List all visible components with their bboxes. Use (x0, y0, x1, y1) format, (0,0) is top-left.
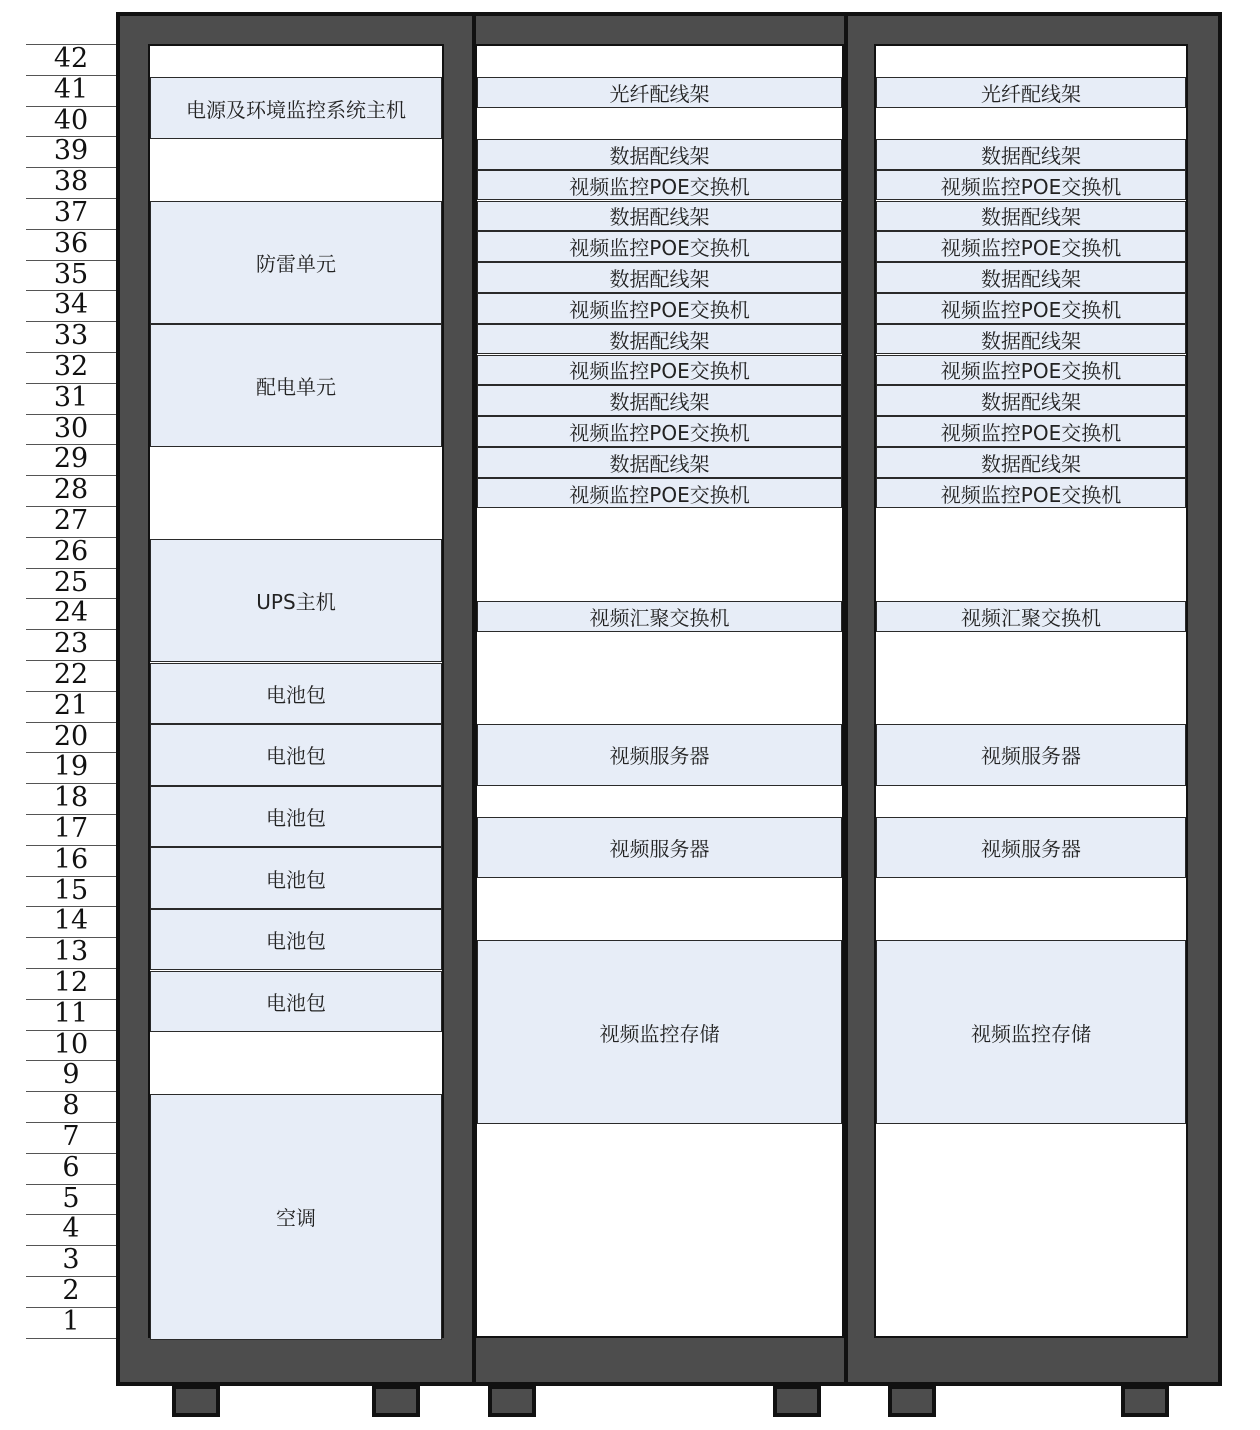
u-label-2: 2 (62, 1275, 80, 1306)
equipment-slot: 视频服务器 (477, 817, 842, 879)
u-ruler-line (26, 75, 116, 76)
u-ruler-line (26, 321, 116, 322)
u-ruler-line (26, 845, 116, 846)
u-ruler-line (26, 106, 116, 107)
u-ruler-line (26, 229, 116, 230)
u-ruler-line (26, 198, 116, 199)
u-ruler-line (26, 937, 116, 938)
u-label-21: 21 (53, 689, 89, 721)
rack-foot (488, 1385, 536, 1417)
u-label-19: 19 (53, 751, 89, 783)
equipment-slot: 数据配线架 (876, 324, 1186, 355)
equipment-slot: 电池包 (150, 724, 442, 786)
equipment-slot: 视频汇聚交换机 (477, 601, 842, 632)
u-label-18: 18 (53, 782, 89, 814)
u-label-32: 32 (53, 351, 89, 382)
u-ruler-line (26, 44, 116, 45)
u-label-35: 35 (53, 258, 89, 290)
u-label-25: 25 (53, 566, 89, 598)
rack-1-interior (148, 44, 444, 1338)
equipment-slot: 视频监控POE交换机 (876, 170, 1186, 201)
equipment-slot: 视频服务器 (876, 724, 1186, 786)
u-label-23: 23 (53, 628, 89, 660)
equipment-slot: 数据配线架 (876, 385, 1186, 416)
equipment-slot: 空调 (150, 1094, 442, 1340)
u-ruler-line (26, 1060, 116, 1061)
equipment-slot: 数据配线架 (477, 385, 842, 416)
u-label-15: 15 (53, 874, 89, 906)
u-ruler-line (26, 1276, 116, 1277)
u-ruler-line (26, 1214, 116, 1215)
u-label-28: 28 (53, 474, 89, 506)
equipment-slot: 电池包 (150, 971, 442, 1033)
equipment-slot: 电池包 (150, 847, 442, 909)
u-ruler-line (26, 814, 116, 815)
u-ruler-line (26, 383, 116, 384)
u-ruler-line (26, 1245, 116, 1246)
equipment-slot: 视频监控存储 (876, 940, 1186, 1125)
u-label-24: 24 (53, 597, 89, 629)
equipment-slot: 视频监控POE交换机 (477, 170, 842, 201)
equipment-slot: 数据配线架 (876, 262, 1186, 293)
equipment-slot: 视频监控POE交换机 (477, 231, 842, 262)
u-label-41: 41 (53, 73, 89, 105)
u-label-22: 22 (53, 659, 89, 690)
u-ruler-line (26, 414, 116, 415)
equipment-slot: 数据配线架 (477, 201, 842, 232)
u-label-17: 17 (53, 813, 89, 844)
u-ruler-line (26, 290, 116, 291)
u-label-36: 36 (53, 227, 89, 259)
rack-2-interior (475, 44, 844, 1338)
u-ruler-line (26, 598, 116, 599)
u-ruler-line (26, 968, 116, 969)
equipment-slot: 视频汇聚交换机 (876, 601, 1186, 632)
u-ruler-line (26, 1091, 116, 1092)
equipment-slot: 电池包 (150, 786, 442, 848)
rack-foot (1121, 1385, 1169, 1417)
equipment-slot: 视频监控POE交换机 (477, 355, 842, 386)
u-label-26: 26 (53, 535, 89, 567)
u-ruler-line (26, 999, 116, 1000)
u-ruler-line (26, 629, 116, 630)
u-label-39: 39 (53, 135, 89, 167)
rack-3-interior (874, 44, 1188, 1338)
u-label-27: 27 (53, 505, 89, 536)
equipment-slot: 数据配线架 (477, 262, 842, 293)
u-ruler-line (26, 906, 116, 907)
u-ruler-line (26, 506, 116, 507)
u-label-13: 13 (53, 936, 89, 968)
equipment-slot: 视频服务器 (477, 724, 842, 786)
rack-foot (372, 1385, 420, 1417)
equipment-slot: 数据配线架 (477, 447, 842, 478)
equipment-slot: 视频监控POE交换机 (477, 416, 842, 447)
equipment-slot: 视频监控POE交换机 (876, 293, 1186, 324)
u-label-42: 42 (53, 43, 89, 74)
u-ruler-line (26, 352, 116, 353)
equipment-slot: 数据配线架 (477, 139, 842, 170)
equipment-slot: 视频服务器 (876, 817, 1186, 879)
u-label-5: 5 (62, 1182, 80, 1214)
u-ruler-line (26, 136, 116, 137)
equipment-slot: 视频监控POE交换机 (876, 231, 1186, 262)
rack-foot (888, 1385, 936, 1417)
equipment-slot: 数据配线架 (876, 201, 1186, 232)
u-label-8: 8 (62, 1090, 80, 1122)
equipment-slot: 视频监控POE交换机 (876, 355, 1186, 386)
u-label-37: 37 (53, 197, 89, 228)
u-label-40: 40 (53, 104, 89, 136)
equipment-slot: 防雷单元 (150, 201, 442, 324)
rack-foot (773, 1385, 821, 1417)
u-label-14: 14 (53, 905, 89, 937)
equipment-slot: 数据配线架 (876, 139, 1186, 170)
u-ruler-line (26, 876, 116, 877)
u-ruler-line (26, 1153, 116, 1154)
u-label-3: 3 (62, 1244, 80, 1276)
equipment-slot: 视频监控POE交换机 (876, 478, 1186, 509)
equipment-slot: 电池包 (150, 909, 442, 971)
u-label-30: 30 (53, 412, 89, 444)
u-label-33: 33 (53, 320, 89, 352)
u-ruler-line (26, 260, 116, 261)
equipment-slot: 光纤配线架 (477, 77, 842, 108)
u-label-34: 34 (53, 289, 89, 321)
u-label-10: 10 (53, 1028, 89, 1060)
u-label-7: 7 (62, 1121, 80, 1152)
u-label-11: 11 (53, 997, 89, 1029)
u-label-16: 16 (53, 843, 89, 875)
u-label-9: 9 (62, 1059, 80, 1091)
u-ruler-line (26, 475, 116, 476)
u-label-31: 31 (53, 381, 89, 413)
u-ruler-line (26, 783, 116, 784)
u-ruler-line (26, 1307, 116, 1308)
u-label-12: 12 (53, 967, 89, 998)
equipment-slot: 视频监控存储 (477, 940, 842, 1125)
u-label-1: 1 (62, 1305, 80, 1337)
u-ruler-line (26, 691, 116, 692)
u-ruler-line (26, 568, 116, 569)
equipment-slot: UPS主机 (150, 539, 442, 662)
u-ruler-line (26, 752, 116, 753)
u-ruler-line (26, 167, 116, 168)
equipment-slot: 电池包 (150, 663, 442, 725)
u-ruler-line (26, 1184, 116, 1185)
u-ruler-line (26, 537, 116, 538)
u-label-38: 38 (53, 166, 89, 198)
u-ruler-line (26, 1030, 116, 1031)
u-label-29: 29 (53, 443, 89, 475)
u-label-6: 6 (62, 1151, 80, 1183)
equipment-slot: 配电单元 (150, 324, 442, 447)
equipment-slot: 视频监控POE交换机 (876, 416, 1186, 447)
u-label-20: 20 (53, 720, 89, 752)
rack-foot (172, 1385, 220, 1417)
u-ruler-line (26, 444, 116, 445)
equipment-slot: 电源及环境监控系统主机 (150, 77, 442, 139)
equipment-slot: 视频监控POE交换机 (477, 478, 842, 509)
u-ruler-line (26, 1122, 116, 1123)
u-ruler-line (26, 1338, 116, 1339)
equipment-slot: 数据配线架 (477, 324, 842, 355)
equipment-slot: 光纤配线架 (876, 77, 1186, 108)
u-ruler-line (26, 660, 116, 661)
equipment-slot: 数据配线架 (876, 447, 1186, 478)
u-label-4: 4 (62, 1213, 80, 1245)
u-ruler-line (26, 722, 116, 723)
equipment-slot: 视频监控POE交换机 (477, 293, 842, 324)
